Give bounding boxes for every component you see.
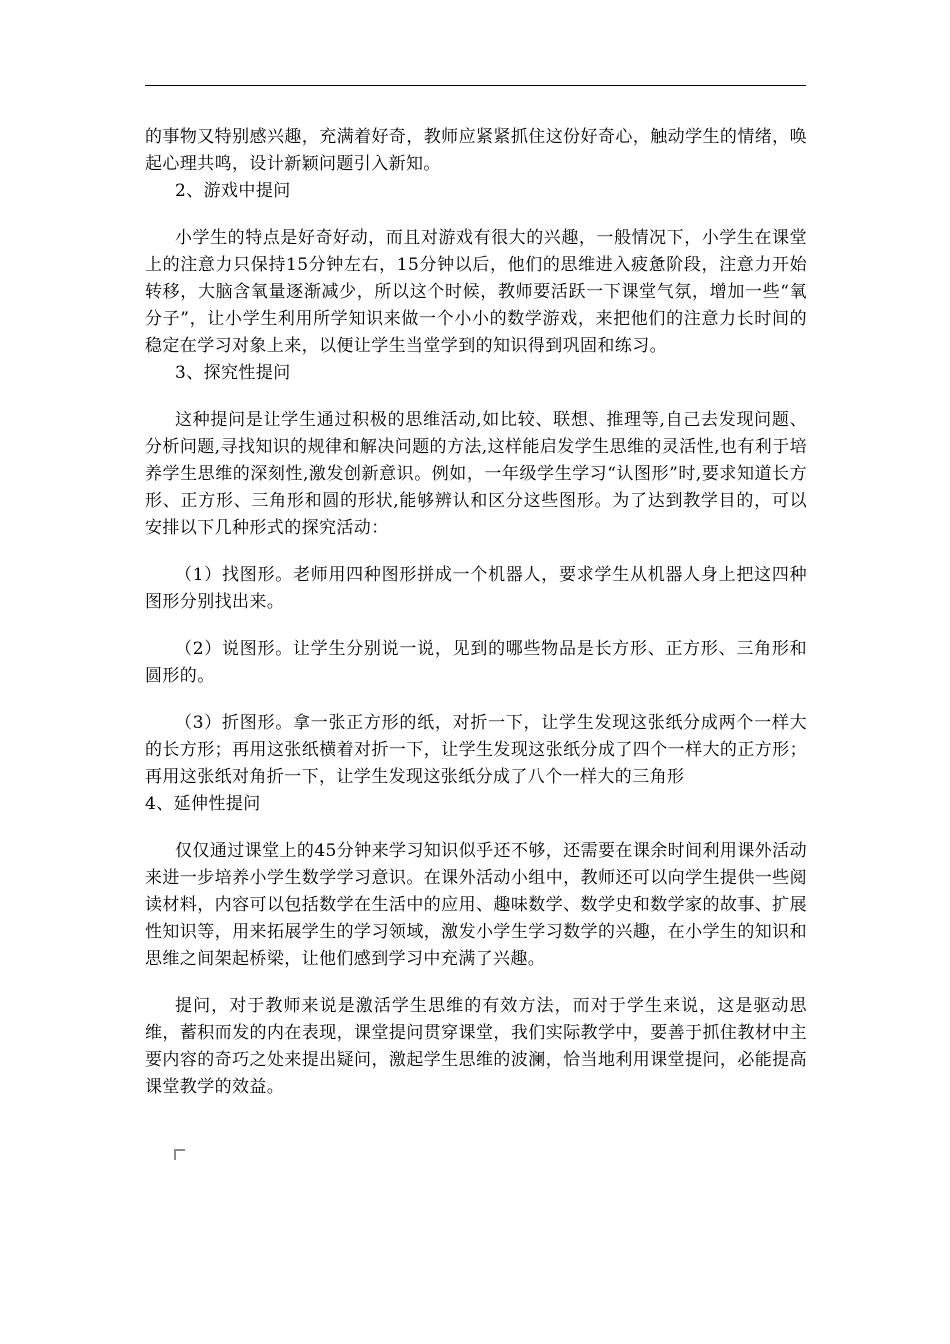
- section-heading-extended-questions: 4、延伸性提问: [145, 794, 261, 814]
- corner-mark-icon: [174, 1149, 185, 1160]
- paragraph-game-questions: 小学生的特点是好奇好动，而且对游戏有很大的兴趣，一般情况下，小学生在课堂上的注意力只保持15分钟左右，15分钟以后，他们的思维进入疲惫阶段，注意力开始转移，大脑含氧量逐渐减少，所以这个时候，教师要活跃一下课堂气氛，增加一些“氧分子”，让小学生利用所学知识来做一个小小的数学游戏，来把他们的注意力长时间的稳定在学习对象上来，以便让学生当堂学到的知识得到巩固和练习。: [145, 228, 807, 356]
- paragraph-inquiry-questions: 这种提问是让学生通过积极的思维活动,如比较、联想、推理等,自己去发现问题、分析问题,寻找知识的规律和解决问题的方法,这样能启发学生思维的灵活性,也有利于培养学生思维的深刻性,激发创新意识。例如，一年级学生学习“认图形”时,要求知道长方形、正方形、三角形和圆的形状,能够辨认和区分这些图形。为了达到教学目的，可以安排以下几种形式的探究活动：: [145, 410, 808, 538]
- section-heading-inquiry-questions: 3、探究性提问: [175, 363, 291, 383]
- list-item-fold-shapes: （3）折图形。拿一张正方形的纸，对折一下，让学生发现这张纸分成两个一样大的长方形；再用这张纸横着对折一下，让学生发现这张纸分成了四个一样大的正方形；再用这张纸对角折一下，让学生发现这张纸分成了八个一样大的三角形: [145, 713, 807, 787]
- paragraph-extended-questions: 仅仅通过课堂上的45分钟来学习知识似乎还不够，还需要在课余时间利用课外活动来进一步培养小学生数学学习意识。在课外活动小组中，教师还可以向学生提供一些阅读材料，内容可以包括数学在生活中的应用、趣味数学、数学史和数学家的故事、扩展性知识等，用来拓展学生的学习领域，激发小学生学习数学的兴趣，在小学生的知识和思维之间架起桥梁，让他们感到学习中充满了兴趣。: [145, 841, 807, 969]
- paragraph-conclusion: 提问，对于教师来说是激活学生思维的有效方法，而对于学生来说，这是驱动思维，蓄积而发的内在表现，课堂提问贯穿课堂，我们实际教学中，要善于抓住教材中主要内容的奇巧之处来提出疑问，激起学生思维的波澜，恰当地利用课堂提问，必能提高课堂教学的效益。: [145, 996, 807, 1097]
- paragraph-intro-continuation: 的事物又特别感兴趣，充满着好奇，教师应紧紧抓住这份好奇心，触动学生的情绪，唤起心理共鸣，设计新颖问题引入新知。: [145, 127, 807, 174]
- header-rule: [145, 85, 806, 86]
- list-item-name-shapes: （2）说图形。让学生分别说一说，见到的哪些物品是长方形、正方形、三角形和圆形的。: [145, 639, 807, 686]
- list-item-find-shapes: （1）找图形。老师用四种图形拼成一个机器人，要求学生从机器人身上把这四种图形分别找出来。: [145, 565, 807, 612]
- section-heading-game-questions: 2、游戏中提问: [175, 181, 291, 201]
- document-body: [145, 124, 807, 1101]
